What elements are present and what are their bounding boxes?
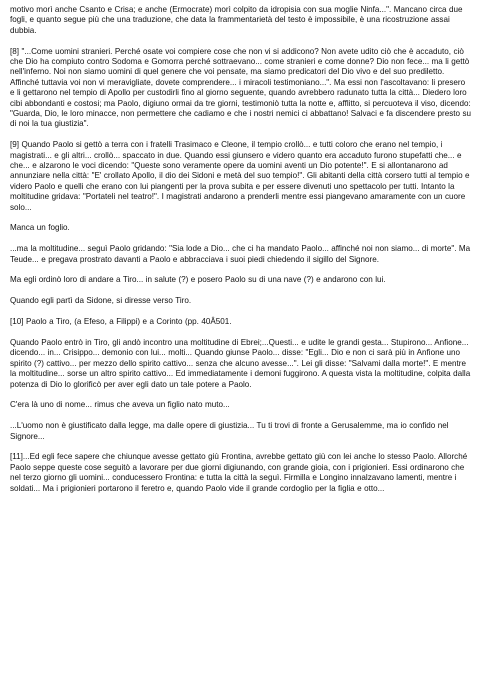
paragraph-section-11: [11]...Ed egli fece sapere che chiunque avesse gettato giù Frontina, avrebbe gettato giù con lei anche lo stesso Paolo. Allorché Paolo seppe queste cose seguitò a lavorare per due giorni digiunando, con grande gioia, con i prigionieri. Essi ordinarono che nel terzo giorno gli uomini... conducessero Frontina: e tutta la città la seguì. Firmilla e Longino innalzavano lamenti, mentre i soldati... Ma i prigionieri portarono il feretro e, quando Paolo vide il grande cordoglio per la figlia e otto... (10, 452, 468, 493)
paragraph-missing-leaf-note: Manca un foglio. (10, 223, 70, 233)
paragraph-justification: ...L'uomo non è giustificato dalla legge, ma dalle opere di giustizia... Tu ti trovi di fronte a Gerusalemme, ma io confido nel Signore... (10, 421, 449, 441)
paragraph-departure-sidon: Quando egli partì da Sidone, si diresse verso Tiro. (10, 296, 192, 306)
paragraph-paul-in-tyre: Quando Paolo entrò in Tiro, gli andò incontro una moltitudine di Ebrei;...Questi... e udite le grandi gesta... Stupirono... Anfione... dicendo... in... Crisippo... demonio con lui... molti... Quando giunse Paolo... disse: "Egli... Dio e non ci sarà più in Anfione uno spirito (?) cattivo... per mezzo dello spirito cattivo... senza che alcuno avesse...". Lei gli disse: "Salvami dalla morte!". E mentre la moltitudine... sorse un altro spirito cattivo... Ed immediatamente i demoni fuggirono. A questa vista la moltitudine, colpita dalla potenza di Dio lo glorificò per aver egli dato un tale potere a Paolo. (10, 337, 471, 389)
paragraph-section-10-heading: [10] Paolo a Tiro, (a Efeso, a Filippi) e a Corinto (pp. 40Â501. (10, 317, 232, 327)
paragraph-multitude: ...ma la moltitudine... seguì Paolo gridando: "Sia lode a Dio... che ci ha mandato Paolo... affinché noi non siamo... di morte". Ma Teude... e pregava prostrato davanti a Paolo e abbracciava i suoi piedi chiedendo il sigillo del Signore. (10, 244, 471, 264)
paragraph-order-to-tyre: Ma egli ordinò loro di andare a Tiro... in salute (?) e posero Paolo su di una nave (?) e andarono con lui. (10, 275, 386, 285)
paragraph-section-8: [8] "...Come uomini stranieri. Perché osate voi compiere cose che non vi si addicono? Non avete udito ciò che è accaduto, ciò che Dio ha compiuto contro Sodoma e Gomorra perché sottraevano... come stranieri e come donne? Dio non fece... ma li gettò nell'inferno. Noi non siamo uomini di quel genere che voi pensate, ma siamo predicatori del Dio vivo e del suo prediletto. Affinché tuttavia voi non vi meravigliate, dovete comprendere... i miracoli testimoniano...". Ma essi non l'ascoltavano: li presero e li gettarono nel tempio di Apollo per custodirli fino al giorno seguente, quando avrebbero radunato tutta la città... Diedero loro cibi abbondanti e costosi; ma Paolo, digiuno ormai da tre giorni, testimoniò tutta la notte e, afflitto, si percuoteva il viso, dicendo: "Guarda, Dio, le loro minacce, non permettere che cadiamo e che i nostri nemici ci abbattano! Salvaci e fa discendere presto su di noi la tua giustizia". (10, 46, 472, 129)
paragraph-mute-son: C'era là uno di nome... rimus che aveva un figlio nato muto... (10, 400, 230, 410)
paragraph-intro: motivo morì anche Csanto e Crisa; e anche (Ermocrate) morì colpito da idropisia con sua moglie Ninfa...". Mancano circa due fogli, e quanto segue più che una traduzione, che data la frammentarietà del testo è impossibile, è una ricostruzione assai dubbia. (10, 5, 463, 35)
paragraph-section-9: [9] Quando Paolo si gettò a terra con i fratelli Trasimaco e Cleone, il tempio crollò... e tutti coloro che erano nel tempio, i magistrati... e gli altri... crollò... spaccato in due. Quando essi giunsero e videro quanto era accaduto furono stupefatti che... e che... e alzarono le voci dicendo: "Queste sono veramente opere da uomini aventi un Dio potente!". E si allontanarono ad annunziare nella città: "E' crollato Apollo, il dio dei Sidoni e metà del suo tempio!". Gli abitanti della città corsero tutti al tempio e videro Paolo e quelli che erano con lui piangenti per la prova subita e per essere divenuti uno spettacolo per tutti. Intanto la moltitudine gridava: "Portateli nel teatro!". I magistrati andarono a prenderli mentre essi piangevano amaramente con un cuore solo... (10, 140, 470, 212)
